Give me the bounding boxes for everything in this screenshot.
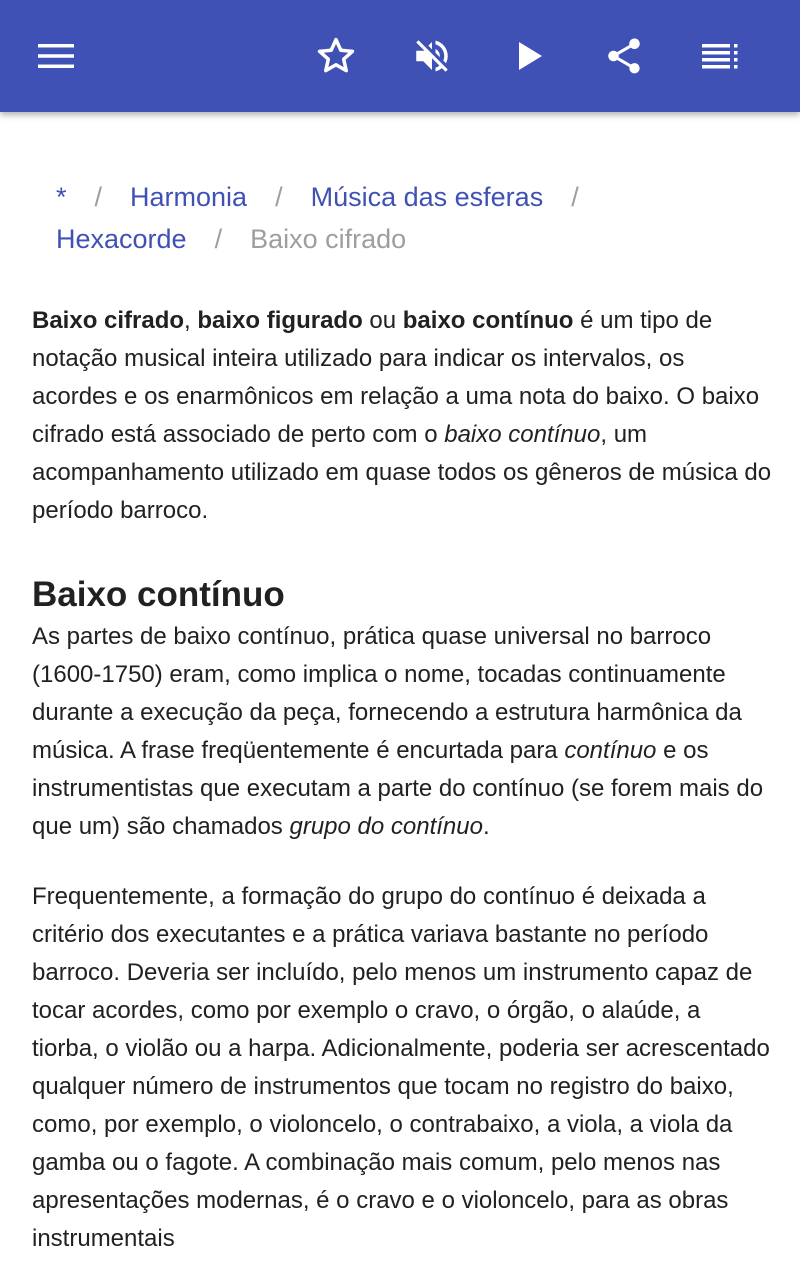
mute-button[interactable]: [404, 28, 460, 84]
breadcrumb-separator: /: [94, 182, 103, 212]
text-run: ou: [362, 307, 403, 334]
section-paragraph: Frequentemente, a formação do grupo do contínuo é deixada a critério dos executantes e a prática variava bastante no período barroco. Deveria ser incluído, pelo menos um instrumento capaz de tocar acordes, como por exemplo o cravo, o órgão, o alaúde, a tiorba, o violão ou a harpa. Adicionalmente, poderia ser acrescentado qualquer número de instrumentos que tocam no registro do baixo, como, por exemplo, o violoncelo, o contrabaixo, a viola, a viola da gamba ou o fagote. A combinação mais comum, pelo menos nas apresentações modernas, é o cravo e o violoncelo, para as obras instrumentais: [32, 883, 770, 1252]
app-toolbar: [0, 0, 800, 112]
menu-button[interactable]: [28, 28, 84, 84]
breadcrumb-link-musica-das-esferas[interactable]: Música das esferas: [310, 182, 544, 212]
text-run: As partes de baixo contínuo, prática quase universal no barroco (1600-1750) eram, como implica o nome, tocadas continuamente durante a execução da peça, fornecendo a estrutura harmônica da música. A frase freqüentemente é encurtada para: [32, 623, 742, 764]
play-button[interactable]: [502, 28, 558, 84]
breadcrumb-separator: /: [275, 182, 283, 212]
breadcrumb-separator: /: [214, 224, 223, 254]
play-icon: [516, 40, 544, 72]
hamburger-menu-icon: [36, 42, 76, 70]
breadcrumb-current-page: Baixo cifrado: [250, 224, 407, 254]
breadcrumb-link-harmonia[interactable]: Harmonia: [130, 182, 248, 212]
text-run: , um acompanhamento utilizado em quase todos os gêneros de música do período barroco.: [32, 421, 772, 524]
bold-term: Baixo cifrado: [32, 307, 185, 334]
breadcrumb: [56, 176, 756, 260]
italic-term: baixo contínuo: [444, 421, 601, 448]
text-run: ,: [184, 307, 198, 334]
share-icon: [603, 35, 645, 77]
volume-off-icon: [411, 35, 453, 77]
table-of-contents-icon: [700, 42, 740, 70]
favorite-button[interactable]: [308, 28, 364, 84]
breadcrumb-separator: /: [571, 182, 579, 212]
contents-button[interactable]: [692, 28, 748, 84]
article-content: [32, 112, 772, 1280]
section-heading: Baixo contínuo: [32, 575, 285, 614]
italic-term: contínuo: [564, 737, 657, 764]
intro-paragraph: [32, 302, 772, 530]
breadcrumb-link-hexacorde[interactable]: Hexacorde: [56, 224, 187, 254]
italic-term: grupo do contínuo: [289, 813, 483, 840]
bold-term: baixo figurado: [197, 307, 363, 334]
text-run: e os instrumentistas que executam a parte do contínuo (se forem mais do que um) são chamados: [32, 737, 764, 840]
star-outline-icon: [315, 35, 357, 77]
breadcrumb-link-root[interactable]: *: [56, 182, 67, 212]
section-paragraph: [32, 618, 772, 846]
text-run: .: [482, 813, 490, 840]
text-run: é um tipo de notação musical inteira utilizado para indicar os intervalos, os acordes e os enarmônicos em relação a uma nota do baixo. O baixo cifrado está associado de perto com o: [32, 307, 760, 448]
share-button[interactable]: [596, 28, 652, 84]
bold-term: baixo contínuo: [402, 307, 574, 334]
